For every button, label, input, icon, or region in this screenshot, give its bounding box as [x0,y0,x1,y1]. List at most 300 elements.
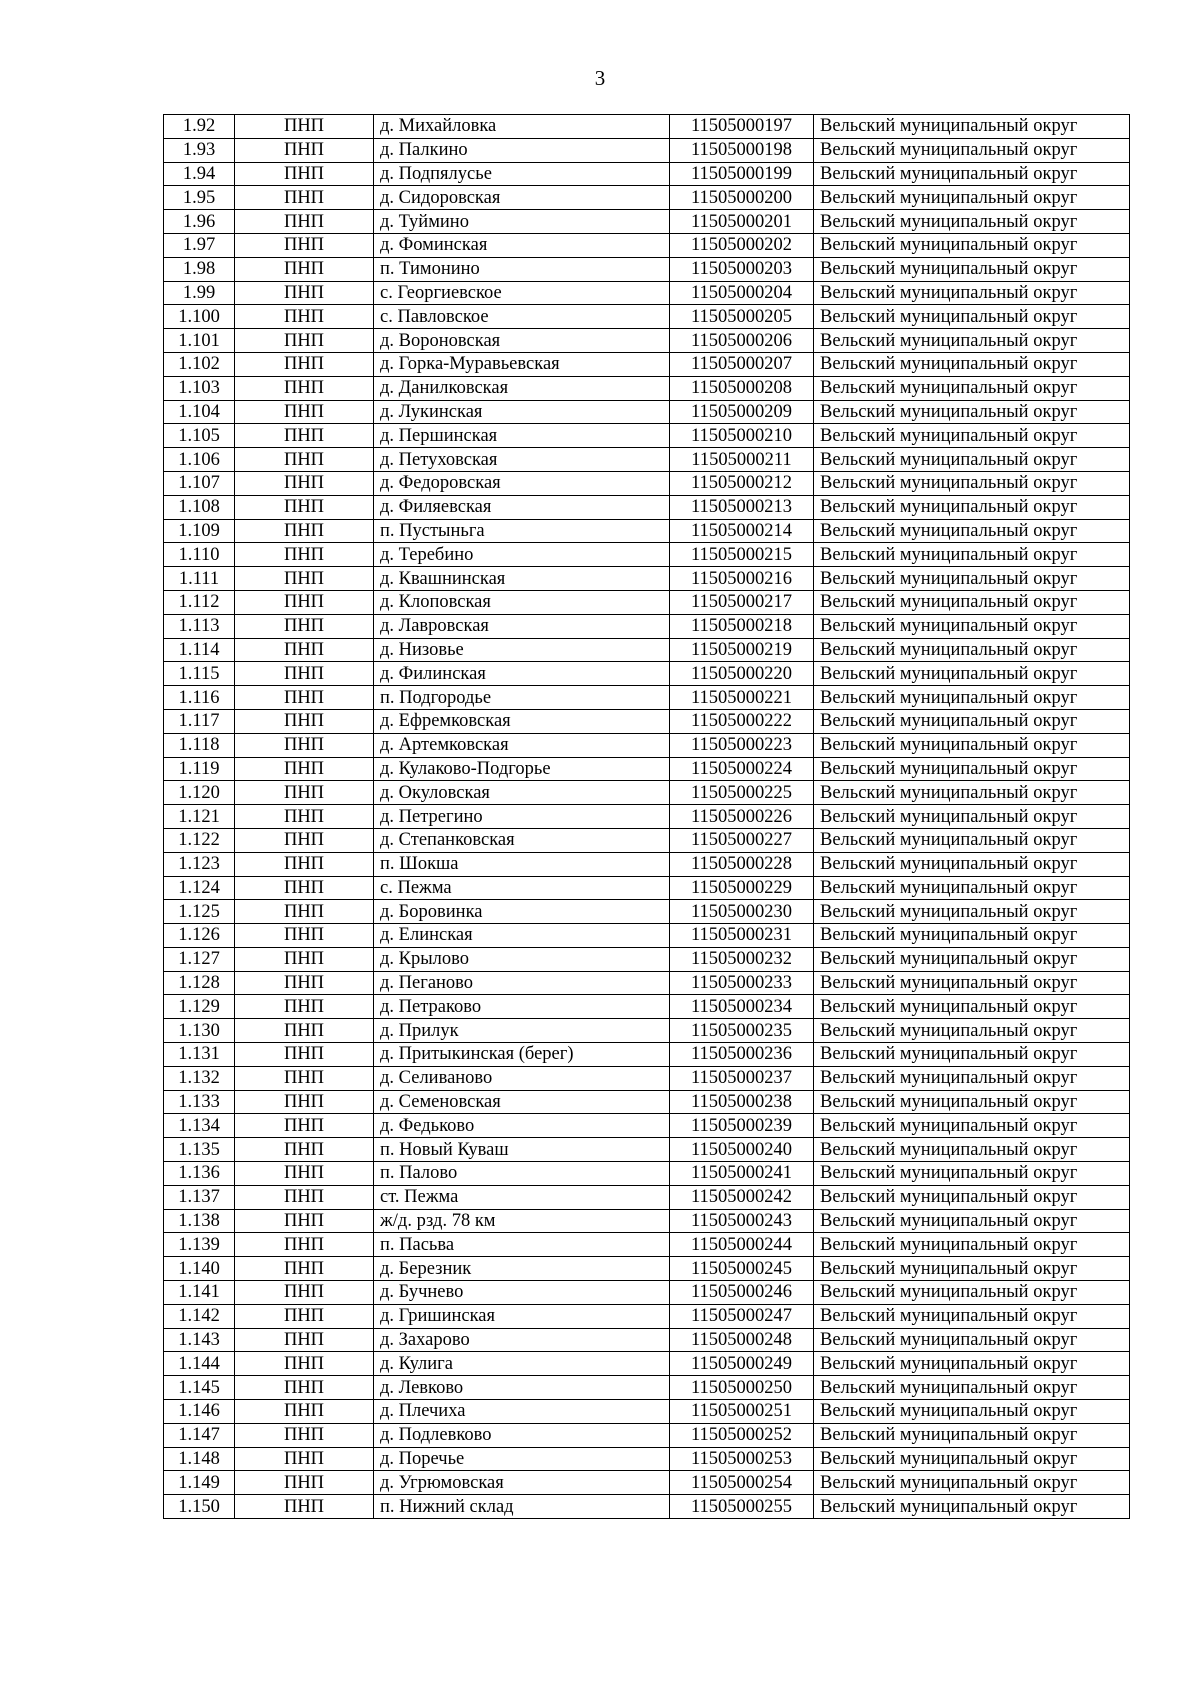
object-type-cell: ПНП [235,1233,374,1257]
settlement-name-cell: д. Боровинка [374,900,670,924]
settlement-name-cell: п. Нижний склад [374,1495,670,1519]
oktmo-code-cell: 11505000202 [670,233,814,257]
oktmo-code-cell: 11505000237 [670,1066,814,1090]
settlement-name-cell: п. Пустыньга [374,519,670,543]
district-cell: Вельский муниципальный округ [814,781,1130,805]
settlement-name-cell: д. Кулига [374,1352,670,1376]
oktmo-code-cell: 11505000211 [670,448,814,472]
table-body [164,115,1130,1519]
oktmo-code-cell: 11505000245 [670,1257,814,1281]
table-row [164,495,1130,519]
row-number-cell: 1.139 [164,1233,235,1257]
settlement-name-cell: д. Данилковская [374,376,670,400]
settlement-name-cell: д. Филинская [374,662,670,686]
district-cell: Вельский муниципальный округ [814,1233,1130,1257]
object-type-cell: ПНП [235,686,374,710]
table-row [164,662,1130,686]
table-row [164,876,1130,900]
district-cell: Вельский муниципальный округ [814,186,1130,210]
row-number-cell: 1.116 [164,686,235,710]
settlement-name-cell: с. Георгиевское [374,281,670,305]
district-cell: Вельский муниципальный округ [814,1495,1130,1519]
row-number-cell: 1.96 [164,210,235,234]
row-number-cell: 1.131 [164,1043,235,1067]
row-number-cell: 1.97 [164,233,235,257]
row-number-cell: 1.132 [164,1066,235,1090]
settlement-name-cell: ж/д. рзд. 78 км [374,1209,670,1233]
oktmo-code-cell: 11505000248 [670,1328,814,1352]
oktmo-code-cell: 11505000254 [670,1471,814,1495]
table-row [164,781,1130,805]
settlement-name-cell: д. Сидоровская [374,186,670,210]
row-number-cell: 1.150 [164,1495,235,1519]
district-cell: Вельский муниципальный округ [814,1138,1130,1162]
district-cell: Вельский муниципальный округ [814,162,1130,186]
oktmo-code-cell: 11505000255 [670,1495,814,1519]
row-number-cell: 1.145 [164,1376,235,1400]
district-cell: Вельский муниципальный округ [814,1400,1130,1424]
table-row [164,352,1130,376]
district-cell: Вельский муниципальный округ [814,1114,1130,1138]
settlement-name-cell: д. Квашнинская [374,567,670,591]
district-cell: Вельский муниципальный округ [814,138,1130,162]
settlement-name-cell: д. Лавровская [374,614,670,638]
oktmo-code-cell: 11505000235 [670,1019,814,1043]
table-row [164,305,1130,329]
object-type-cell: ПНП [235,233,374,257]
table-row [164,1328,1130,1352]
table-row [164,448,1130,472]
object-type-cell: ПНП [235,1090,374,1114]
oktmo-code-cell: 11505000217 [670,590,814,614]
settlement-name-cell: д. Прилук [374,1019,670,1043]
district-cell: Вельский муниципальный округ [814,828,1130,852]
table-row [164,1233,1130,1257]
oktmo-code-cell: 11505000198 [670,138,814,162]
settlement-name-cell: д. Елинская [374,924,670,948]
table-row [164,1209,1130,1233]
table-row [164,733,1130,757]
row-number-cell: 1.126 [164,924,235,948]
row-number-cell: 1.140 [164,1257,235,1281]
district-cell: Вельский муниципальный округ [814,233,1130,257]
row-number-cell: 1.127 [164,947,235,971]
object-type-cell: ПНП [235,733,374,757]
district-cell: Вельский муниципальный округ [814,590,1130,614]
object-type-cell: ПНП [235,1447,374,1471]
district-cell: Вельский муниципальный округ [814,210,1130,234]
row-number-cell: 1.117 [164,709,235,733]
object-type-cell: ПНП [235,1328,374,1352]
table-row [164,1423,1130,1447]
table-row [164,1471,1130,1495]
oktmo-code-cell: 11505000225 [670,781,814,805]
row-number-cell: 1.124 [164,876,235,900]
table-row [164,900,1130,924]
row-number-cell: 1.136 [164,1162,235,1186]
table-row [164,590,1130,614]
row-number-cell: 1.142 [164,1304,235,1328]
settlement-name-cell: д. Гришинская [374,1304,670,1328]
row-number-cell: 1.102 [164,352,235,376]
settlement-name-cell: д. Петраково [374,995,670,1019]
settlement-name-cell: п. Тимонино [374,257,670,281]
district-cell: Вельский муниципальный округ [814,852,1130,876]
table-row [164,995,1130,1019]
oktmo-code-cell: 11505000230 [670,900,814,924]
district-cell: Вельский муниципальный округ [814,947,1130,971]
settlement-name-cell: д. Туймино [374,210,670,234]
district-cell: Вельский муниципальный округ [814,1090,1130,1114]
object-type-cell: ПНП [235,448,374,472]
oktmo-code-cell: 11505000253 [670,1447,814,1471]
settlement-name-cell: д. Вороновская [374,329,670,353]
settlement-name-cell: д. Подпялусье [374,162,670,186]
oktmo-code-cell: 11505000241 [670,1162,814,1186]
oktmo-code-cell: 11505000239 [670,1114,814,1138]
table-row [164,1281,1130,1305]
table-row [164,1400,1130,1424]
settlement-name-cell: д. Притыкинская (берег) [374,1043,670,1067]
object-type-cell: ПНП [235,1019,374,1043]
row-number-cell: 1.141 [164,1281,235,1305]
oktmo-code-cell: 11505000213 [670,495,814,519]
district-cell: Вельский муниципальный округ [814,543,1130,567]
settlement-name-cell: д. Палкино [374,138,670,162]
oktmo-code-cell: 11505000210 [670,424,814,448]
row-number-cell: 1.147 [164,1423,235,1447]
row-number-cell: 1.125 [164,900,235,924]
settlement-name-cell: д. Крылово [374,947,670,971]
object-type-cell: ПНП [235,995,374,1019]
settlement-name-cell: п. Новый Куваш [374,1138,670,1162]
row-number-cell: 1.104 [164,400,235,424]
table-row [164,424,1130,448]
table-row [164,543,1130,567]
district-cell: Вельский муниципальный округ [814,1304,1130,1328]
object-type-cell: ПНП [235,138,374,162]
table-row [164,924,1130,948]
row-number-cell: 1.98 [164,257,235,281]
row-number-cell: 1.144 [164,1352,235,1376]
oktmo-code-cell: 11505000203 [670,257,814,281]
district-cell: Вельский муниципальный округ [814,400,1130,424]
row-number-cell: 1.138 [164,1209,235,1233]
object-type-cell: ПНП [235,257,374,281]
oktmo-code-cell: 11505000214 [670,519,814,543]
table-row [164,1090,1130,1114]
row-number-cell: 1.123 [164,852,235,876]
settlements-table [163,114,1130,1519]
table-row [164,828,1130,852]
row-number-cell: 1.115 [164,662,235,686]
oktmo-code-cell: 11505000206 [670,329,814,353]
district-cell: Вельский муниципальный округ [814,995,1130,1019]
row-number-cell: 1.108 [164,495,235,519]
settlement-name-cell: д. Ефремковская [374,709,670,733]
object-type-cell: ПНП [235,1281,374,1305]
table-row [164,1043,1130,1067]
row-number-cell: 1.110 [164,543,235,567]
object-type-cell: ПНП [235,781,374,805]
table-row [164,852,1130,876]
row-number-cell: 1.146 [164,1400,235,1424]
oktmo-code-cell: 11505000234 [670,995,814,1019]
object-type-cell: ПНП [235,162,374,186]
settlement-name-cell: д. Кулаково-Подгорье [374,757,670,781]
table-row [164,567,1130,591]
object-type-cell: ПНП [235,876,374,900]
settlement-name-cell: д. Семеновская [374,1090,670,1114]
object-type-cell: ПНП [235,567,374,591]
row-number-cell: 1.134 [164,1114,235,1138]
district-cell: Вельский муниципальный округ [814,1471,1130,1495]
settlement-name-cell: д. Фоминская [374,233,670,257]
row-number-cell: 1.148 [164,1447,235,1471]
object-type-cell: ПНП [235,305,374,329]
object-type-cell: ПНП [235,543,374,567]
row-number-cell: 1.112 [164,590,235,614]
oktmo-code-cell: 11505000200 [670,186,814,210]
row-number-cell: 1.149 [164,1471,235,1495]
row-number-cell: 1.94 [164,162,235,186]
settlement-name-cell: д. Артемковская [374,733,670,757]
district-cell: Вельский муниципальный округ [814,757,1130,781]
settlement-name-cell: с. Пежма [374,876,670,900]
row-number-cell: 1.119 [164,757,235,781]
oktmo-code-cell: 11505000249 [670,1352,814,1376]
object-type-cell: ПНП [235,590,374,614]
district-cell: Вельский муниципальный округ [814,519,1130,543]
district-cell: Вельский муниципальный округ [814,805,1130,829]
table-row [164,233,1130,257]
table-row [164,757,1130,781]
district-cell: Вельский муниципальный округ [814,876,1130,900]
row-number-cell: 1.133 [164,1090,235,1114]
row-number-cell: 1.105 [164,424,235,448]
oktmo-code-cell: 11505000212 [670,471,814,495]
table-row [164,947,1130,971]
settlement-name-cell: д. Петрегино [374,805,670,829]
row-number-cell: 1.137 [164,1185,235,1209]
settlement-name-cell: д. Першинская [374,424,670,448]
settlement-name-cell: д. Селиваново [374,1066,670,1090]
district-cell: Вельский муниципальный округ [814,733,1130,757]
object-type-cell: ПНП [235,210,374,234]
oktmo-code-cell: 11505000218 [670,614,814,638]
table-row [164,1495,1130,1519]
table-row [164,329,1130,353]
oktmo-code-cell: 11505000252 [670,1423,814,1447]
district-cell: Вельский муниципальный округ [814,115,1130,139]
object-type-cell: ПНП [235,1066,374,1090]
oktmo-code-cell: 11505000219 [670,638,814,662]
district-cell: Вельский муниципальный округ [814,567,1130,591]
object-type-cell: ПНП [235,1400,374,1424]
row-number-cell: 1.111 [164,567,235,591]
table-row [164,519,1130,543]
object-type-cell: ПНП [235,1471,374,1495]
settlement-name-cell: п. Пасьва [374,1233,670,1257]
settlement-name-cell: д. Степанковская [374,828,670,852]
oktmo-code-cell: 11505000228 [670,852,814,876]
object-type-cell: ПНП [235,400,374,424]
table-row [164,1304,1130,1328]
district-cell: Вельский муниципальный округ [814,686,1130,710]
district-cell: Вельский муниципальный округ [814,1281,1130,1305]
table-row [164,162,1130,186]
settlement-name-cell: д. Лукинская [374,400,670,424]
table-row [164,186,1130,210]
object-type-cell: ПНП [235,1114,374,1138]
object-type-cell: ПНП [235,757,374,781]
district-cell: Вельский муниципальный округ [814,1257,1130,1281]
oktmo-code-cell: 11505000215 [670,543,814,567]
district-cell: Вельский муниципальный округ [814,638,1130,662]
table-row [164,1162,1130,1186]
row-number-cell: 1.100 [164,305,235,329]
district-cell: Вельский муниципальный округ [814,1209,1130,1233]
district-cell: Вельский муниципальный округ [814,448,1130,472]
district-cell: Вельский муниципальный округ [814,1376,1130,1400]
settlement-name-cell: д. Плечиха [374,1400,670,1424]
district-cell: Вельский муниципальный округ [814,662,1130,686]
row-number-cell: 1.130 [164,1019,235,1043]
oktmo-code-cell: 11505000221 [670,686,814,710]
table-row [164,210,1130,234]
row-number-cell: 1.101 [164,329,235,353]
district-cell: Вельский муниципальный округ [814,352,1130,376]
oktmo-code-cell: 11505000244 [670,1233,814,1257]
district-cell: Вельский муниципальный округ [814,1423,1130,1447]
row-number-cell: 1.118 [164,733,235,757]
table-row [164,1066,1130,1090]
table-row [164,400,1130,424]
row-number-cell: 1.103 [164,376,235,400]
oktmo-code-cell: 11505000223 [670,733,814,757]
settlement-name-cell: п. Подгородье [374,686,670,710]
row-number-cell: 1.122 [164,828,235,852]
row-number-cell: 1.107 [164,471,235,495]
oktmo-code-cell: 11505000220 [670,662,814,686]
object-type-cell: ПНП [235,1423,374,1447]
table-row [164,281,1130,305]
district-cell: Вельский муниципальный округ [814,424,1130,448]
row-number-cell: 1.121 [164,805,235,829]
district-cell: Вельский муниципальный округ [814,471,1130,495]
district-cell: Вельский муниципальный округ [814,1328,1130,1352]
oktmo-code-cell: 11505000236 [670,1043,814,1067]
object-type-cell: ПНП [235,924,374,948]
object-type-cell: ПНП [235,115,374,139]
table-row [164,1138,1130,1162]
district-cell: Вельский муниципальный округ [814,281,1130,305]
settlement-name-cell: д. Филяевская [374,495,670,519]
row-number-cell: 1.113 [164,614,235,638]
settlement-name-cell: д. Березник [374,1257,670,1281]
table-row [164,1114,1130,1138]
district-cell: Вельский муниципальный округ [814,257,1130,281]
table-row [164,138,1130,162]
table-row [164,376,1130,400]
settlement-name-cell: д. Поречье [374,1447,670,1471]
oktmo-code-cell: 11505000204 [670,281,814,305]
table-row [164,471,1130,495]
object-type-cell: ПНП [235,947,374,971]
object-type-cell: ПНП [235,424,374,448]
settlement-name-cell: д. Бучнево [374,1281,670,1305]
oktmo-code-cell: 11505000232 [670,947,814,971]
settlement-name-cell: д. Подлевково [374,1423,670,1447]
settlement-name-cell: с. Павловское [374,305,670,329]
oktmo-code-cell: 11505000250 [670,1376,814,1400]
oktmo-code-cell: 11505000201 [670,210,814,234]
object-type-cell: ПНП [235,805,374,829]
district-cell: Вельский муниципальный округ [814,971,1130,995]
district-cell: Вельский муниципальный округ [814,924,1130,948]
object-type-cell: ПНП [235,1043,374,1067]
table-row [164,1019,1130,1043]
table-row [164,115,1130,139]
district-cell: Вельский муниципальный округ [814,1043,1130,1067]
row-number-cell: 1.93 [164,138,235,162]
oktmo-code-cell: 11505000240 [670,1138,814,1162]
table-row [164,614,1130,638]
row-number-cell: 1.128 [164,971,235,995]
settlement-name-cell: д. Федоровская [374,471,670,495]
row-number-cell: 1.95 [164,186,235,210]
table-row [164,805,1130,829]
oktmo-code-cell: 11505000246 [670,1281,814,1305]
object-type-cell: ПНП [235,1162,374,1186]
district-cell: Вельский муниципальный округ [814,1019,1130,1043]
row-number-cell: 1.143 [164,1328,235,1352]
oktmo-code-cell: 11505000222 [670,709,814,733]
oktmo-code-cell: 11505000208 [670,376,814,400]
object-type-cell: ПНП [235,329,374,353]
page-number: 3 [594,66,606,90]
district-cell: Вельский муниципальный округ [814,329,1130,353]
object-type-cell: ПНП [235,614,374,638]
settlement-name-cell: д. Клоповская [374,590,670,614]
settlement-name-cell: д. Низовье [374,638,670,662]
row-number-cell: 1.120 [164,781,235,805]
district-cell: Вельский муниципальный округ [814,495,1130,519]
oktmo-code-cell: 11505000216 [670,567,814,591]
table-row [164,1257,1130,1281]
object-type-cell: ПНП [235,1495,374,1519]
row-number-cell: 1.106 [164,448,235,472]
oktmo-code-cell: 11505000238 [670,1090,814,1114]
table-row [164,686,1130,710]
district-cell: Вельский муниципальный округ [814,376,1130,400]
district-cell: Вельский муниципальный округ [814,709,1130,733]
oktmo-code-cell: 11505000226 [670,805,814,829]
object-type-cell: ПНП [235,638,374,662]
object-type-cell: ПНП [235,1185,374,1209]
settlement-name-cell: д. Окуловская [374,781,670,805]
oktmo-code-cell: 11505000199 [670,162,814,186]
table-row [164,1185,1130,1209]
settlement-name-cell: д. Михайловка [374,115,670,139]
settlement-name-cell: д. Федьково [374,1114,670,1138]
object-type-cell: ПНП [235,1257,374,1281]
row-number-cell: 1.135 [164,1138,235,1162]
object-type-cell: ПНП [235,1209,374,1233]
settlement-name-cell: д. Захарово [374,1328,670,1352]
district-cell: Вельский муниципальный округ [814,614,1130,638]
oktmo-code-cell: 11505000224 [670,757,814,781]
